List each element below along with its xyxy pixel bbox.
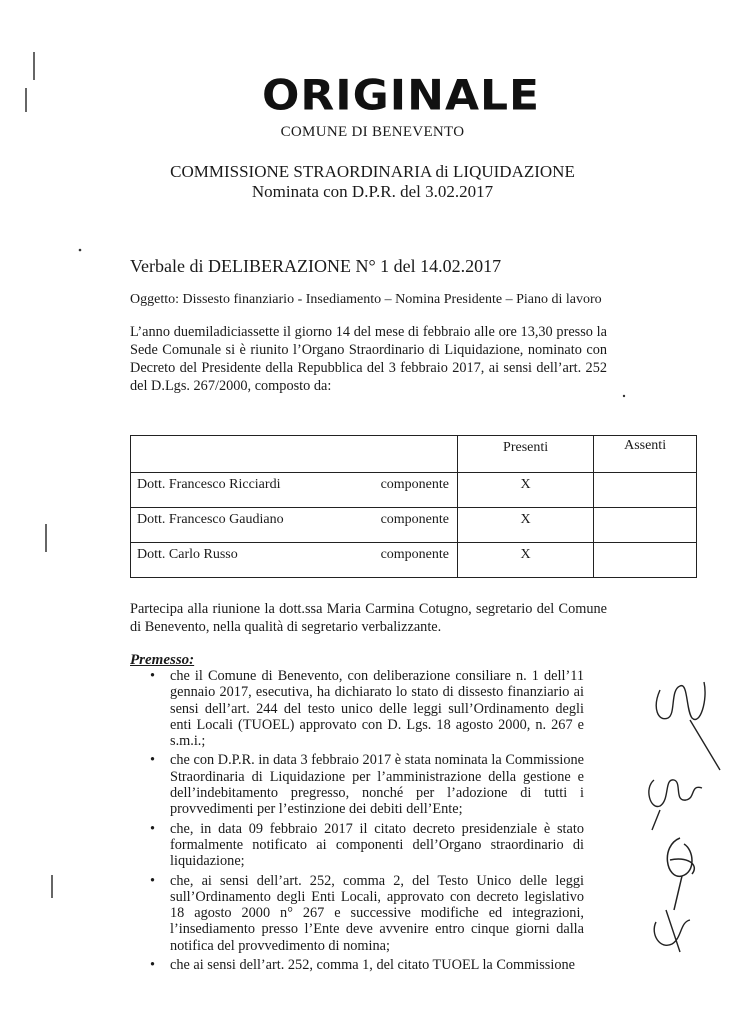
- member-cell: [131, 473, 458, 508]
- list-item-text: che il Comune di Benevento, con deliberazione consiliare n. 1 dell’11 gennaio 2017, esecutiva, ha dichiarato lo stato di dissesto finanziario ai sensi dell’art. 244 del testo unico delle leggi sull’Ordinamento degli enti Locali (TUOEL) approvato con D. Lgs. 18 agosto 2000, n. 267 e s.m.i.;: [170, 668, 584, 750]
- presence-table: [130, 435, 697, 578]
- comune-heading: COMUNE DI BENEVENTO: [280, 124, 465, 140]
- table-header-row: [131, 436, 697, 473]
- member-name: Dott. Francesco Ricciardi: [137, 477, 281, 492]
- list-item: [150, 752, 584, 817]
- bullet-icon: •: [150, 752, 156, 769]
- original-stamp: ORIGINALE: [262, 71, 541, 120]
- bullet-icon: •: [150, 820, 156, 837]
- header-blank: [131, 436, 458, 473]
- table-row: [131, 473, 697, 508]
- assenti-mark: [594, 473, 697, 508]
- header-assenti: Assenti: [594, 436, 697, 473]
- list-item-text: che ai sensi dell’art. 252, comma 1, del citato TUOEL la Commissione: [170, 957, 575, 974]
- oggetto-line: Oggetto: Dissesto finanziario - Insediamento – Nomina Presidente – Piano di lavoro: [130, 292, 602, 307]
- table-row: [131, 508, 697, 543]
- verbale-title: Verbale di DELIBERAZIONE N° 1 del 14.02.2017: [130, 256, 502, 276]
- member-role: componente: [380, 512, 449, 527]
- member-cell: [131, 543, 458, 578]
- list-item-text: che, in data 09 febbraio 2017 il citato decreto presidenziale è stato formalmente notificato ai componenti dell’Organo straordinario di liquidazione;: [170, 820, 584, 870]
- assenti-mark: [594, 543, 697, 578]
- member-cell: [131, 508, 458, 543]
- list-item: [150, 873, 584, 954]
- list-item-text: che con D.P.R. in data 3 febbraio 2017 è stata nominata la Commissione Straordinaria di Liquidazione per l’amministrazione della gestione e dell’indebitamento pregresso, nonché per l’adozione di tutti i provvedimenti per l’estinzione dei debiti dell’Ente;: [170, 752, 584, 818]
- presenti-mark: X: [458, 508, 594, 543]
- list-item-text: che, ai sensi dell’art. 252, comma 2, del Testo Unico delle leggi sull’Ordinamento degli Enti Locali, approvato con decreto legislativo 18 agosto 2000 n° 267 e successive modifiche ed integrazioni, l’insediamento presso l’Ente deve avvenire entro cinque giorni dalla notifica del provvedimento di nomina;: [170, 872, 584, 954]
- commissione-heading: COMMISSIONE STRAORDINARIA di LIQUIDAZIONE: [170, 162, 575, 181]
- nominata-line: Nominata con D.P.R. del 3.02.2017: [251, 182, 494, 201]
- partecipa-paragraph: [130, 600, 607, 636]
- member-role: componente: [380, 477, 449, 492]
- bullet-icon: •: [150, 668, 156, 684]
- header-presenti: Presenti: [458, 436, 594, 473]
- presenti-mark: X: [458, 473, 594, 508]
- bullet-icon: •: [150, 872, 156, 889]
- assenti-mark: [594, 508, 697, 543]
- presenti-mark: X: [458, 543, 594, 578]
- member-name: Dott. Carlo Russo: [137, 547, 238, 562]
- intro-paragraph: [130, 323, 607, 395]
- premesso-heading: Premesso:: [130, 652, 195, 668]
- table-row: [131, 543, 697, 578]
- handwritten-signatures: [630, 660, 740, 960]
- intro-text: L’anno duemiladiciassette il giorno 14 del mese di febbraio alle ore 13,30 presso la Sede Comunale si è riunito l’Organo Straordinario di Liquidazione, nominato con Decreto del Presidente della Repubblica del 3 febbraio 2017, ai sensi dell’art. 252 del D.Lgs. 267/2000, composto da:: [130, 324, 607, 394]
- list-item: [150, 957, 584, 973]
- premesso-list: [150, 668, 584, 976]
- member-name: Dott. Francesco Gaudiano: [137, 512, 284, 527]
- partecipa-text: Partecipa alla riunione la dott.ssa Maria Carmina Cotugno, segretario del Comune di Benevento, nella qualità di segretario verbalizzante.: [130, 601, 607, 635]
- list-item: [150, 821, 584, 870]
- member-role: componente: [380, 547, 449, 562]
- list-item: [150, 668, 584, 749]
- bullet-icon: •: [150, 957, 156, 974]
